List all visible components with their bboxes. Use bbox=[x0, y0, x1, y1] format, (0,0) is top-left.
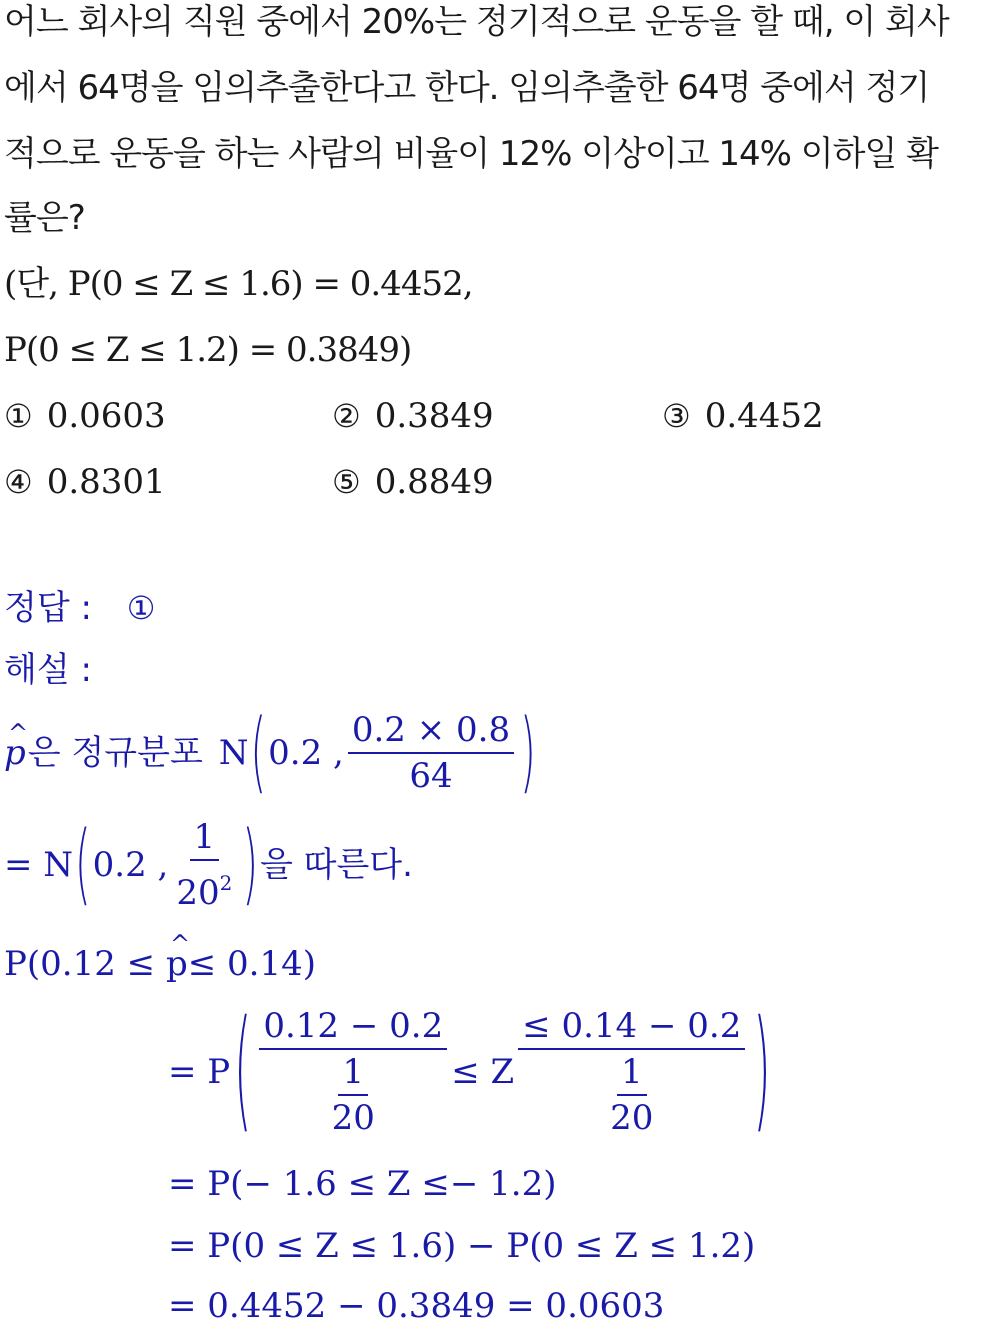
step1-fraction-1 bbox=[259, 1006, 447, 1138]
option-1-value: 0.0603 bbox=[46, 396, 166, 436]
option-2[interactable] bbox=[332, 396, 494, 436]
line1-n: N bbox=[218, 733, 249, 773]
line1-text: 은 정규분포 bbox=[27, 733, 203, 773]
option-2-mark: ② bbox=[332, 397, 361, 435]
line2-prefix: = N bbox=[4, 845, 74, 885]
explanation-label: 해설 : bbox=[4, 650, 92, 690]
step1-left-paren: ( bbox=[234, 994, 252, 1147]
step1-inner-den-2: 20 bbox=[610, 1098, 654, 1138]
line3-part-a: P(0.12 ≤ bbox=[4, 944, 166, 984]
answer-label: 정답 : bbox=[4, 588, 92, 628]
line2-denominator bbox=[172, 861, 236, 913]
option-1-mark: ① bbox=[4, 397, 33, 435]
step1-mid: ≤ Z bbox=[451, 1052, 515, 1092]
option-5-mark: ⑤ bbox=[332, 463, 361, 501]
step1-inner-num-2: 1 bbox=[617, 1052, 647, 1096]
explanation-step-1 bbox=[168, 994, 775, 1147]
step1-inner-den-1: 20 bbox=[331, 1098, 375, 1138]
option-4-value: 0.8301 bbox=[46, 462, 166, 502]
step1-prefix: = P bbox=[168, 1052, 231, 1092]
line1-mean: 0.2 , bbox=[268, 733, 344, 773]
line3-p-hat: ^ p bbox=[166, 944, 188, 984]
line2-right-paren: ) bbox=[242, 814, 258, 916]
answer-mark: ① bbox=[126, 589, 156, 627]
line2-left-paren: ( bbox=[75, 814, 91, 916]
option-2-value: 0.3849 bbox=[374, 396, 494, 436]
step1-inner-fraction-1 bbox=[328, 1052, 379, 1138]
line1-denominator: 64 bbox=[409, 756, 453, 796]
given-condition-2: P(0 ≤ Z ≤ 1.2) = 0.3849) bbox=[4, 330, 412, 370]
line1-right-paren: ) bbox=[520, 702, 536, 804]
explanation-line-2 bbox=[4, 814, 413, 916]
step1-numerator-2: ≤ 0.14 − 0.2 bbox=[518, 1006, 745, 1050]
explanation-step-3: = P(0 ≤ Z ≤ 1.6) − P(0 ≤ Z ≤ 1.2) bbox=[168, 1226, 756, 1266]
option-3-mark: ③ bbox=[662, 397, 691, 435]
line2-numerator: 1 bbox=[190, 817, 220, 861]
option-3-value: 0.4452 bbox=[704, 396, 824, 436]
option-4-mark: ④ bbox=[4, 463, 33, 501]
p-hat-symbol: ^ p bbox=[4, 708, 26, 798]
given-condition-1: (단, P(0 ≤ Z ≤ 1.6) = 0.4452, bbox=[4, 264, 473, 304]
question-line-2: 에서 64명을 임의추출한다고 한다. 임의추출한 64명 중에서 정기 bbox=[4, 68, 930, 108]
line2-den-exponent: 2 bbox=[219, 871, 233, 895]
explanation-step-2: = P(− 1.6 ≤ Z ≤− 1.2) bbox=[168, 1164, 557, 1204]
step1-fraction-2 bbox=[518, 1006, 745, 1138]
line2-mean: 0.2 , bbox=[92, 845, 169, 885]
step1-denominator-2 bbox=[602, 1050, 661, 1138]
line2-den-base: 20 bbox=[176, 873, 220, 913]
line1-numerator: 0.2 × 0.8 bbox=[348, 710, 514, 754]
step1-right-paren: ) bbox=[753, 994, 771, 1147]
question-line-1: 어느 회사의 직원 중에서 20%는 정기적으로 운동을 할 때, 이 회사 bbox=[4, 2, 949, 42]
step1-inner-fraction-2 bbox=[606, 1052, 657, 1138]
option-5-value: 0.8849 bbox=[374, 462, 494, 502]
question-line-4: 률은? bbox=[4, 198, 85, 238]
step1-inner-num-1: 1 bbox=[338, 1052, 368, 1096]
option-1[interactable] bbox=[4, 396, 166, 436]
answer-row bbox=[4, 588, 169, 628]
step1-numerator-1: 0.12 − 0.2 bbox=[259, 1006, 447, 1050]
option-4[interactable] bbox=[4, 462, 166, 502]
option-5[interactable] bbox=[332, 462, 494, 502]
line2-fraction bbox=[172, 817, 236, 913]
explanation-line-3 bbox=[4, 944, 316, 984]
line2-suffix: 을 따른다. bbox=[259, 845, 413, 885]
option-3[interactable] bbox=[662, 396, 824, 436]
line3-part-c: ≤ 0.14) bbox=[187, 944, 316, 984]
question-line-3: 적으로 운동을 하는 사람의 비율이 12% 이상이고 14% 이하일 확 bbox=[4, 134, 938, 174]
explanation-step-4: = 0.4452 − 0.3849 = 0.0603 bbox=[168, 1286, 665, 1326]
line1-left-paren: ( bbox=[250, 702, 267, 804]
line1-fraction bbox=[348, 710, 514, 796]
step1-denominator-1 bbox=[324, 1050, 383, 1138]
